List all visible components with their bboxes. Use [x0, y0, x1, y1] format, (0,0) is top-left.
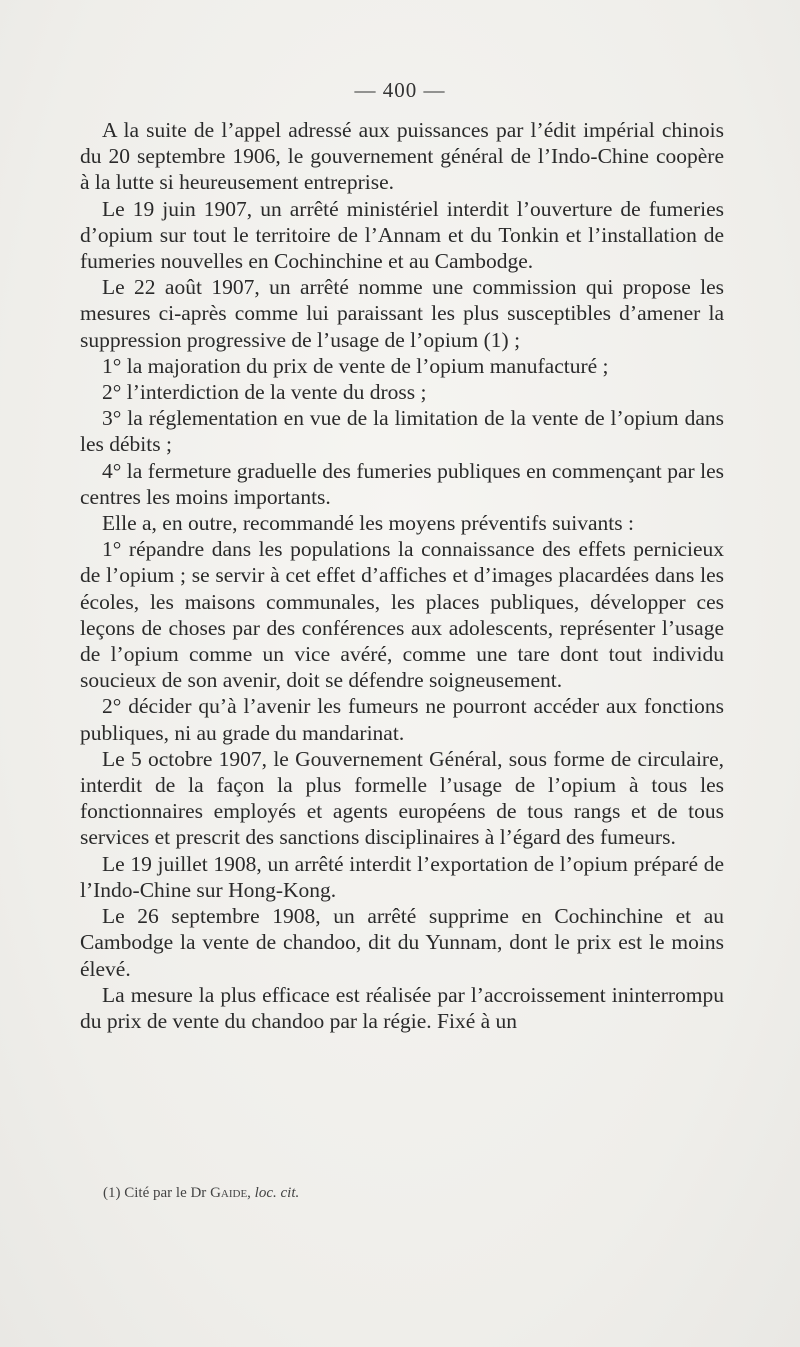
footnote-reference: loc. cit. [254, 1185, 300, 1201]
list-item-measure-4: 4° la fermeture graduelle des fumeries publiques en commençant par les centres les moins importants. [80, 458, 724, 509]
paragraph-price-measure: La mesure la plus efficace est réalisée par l’accroissement ininterrompu du prix de vente du chandoo par la régie. Fixé à un [80, 982, 724, 1033]
list-item-measure-2: 2° l’interdiction de la vente du dross ; [102, 380, 427, 405]
footnote-author: Gaide, [210, 1185, 251, 1201]
list-item-measure-1: 1° la majoration du prix de vente de l’opium manufacturé ; [102, 353, 609, 378]
body-text [80, 117, 724, 1034]
paragraph-september-1908: Le 26 septembre 1908, un arrêté supprime en Cochinchine et au Cambodge la vente de chandoo, dit du Yunnam, dont le prix est le moins élevé. [80, 904, 724, 981]
paragraph-edict: A la suite de l’appel adressé aux puissances par l’édit impérial chinois du 20 septembre 1906, le gouvernement général de l’Indo-Chine coopère à la lutte si heureusement entreprise. [80, 118, 724, 195]
list-item-preventive-2: 2° décider qu’à l’avenir les fumeurs ne pourront accéder aux fonctions publiques, ni au grade du mandarinat. [80, 694, 724, 745]
paragraph-august-1907: Le 22 août 1907, un arrêté nomme une commission qui propose les mesures ci-après comme lui paraissant les plus susceptibles d’amener la suppression progressive de l’usage de l’opium (1) ; [80, 275, 724, 352]
paragraph-october-1907: Le 5 octobre 1907, le Gouvernement Général, sous forme de circulaire, interdit de la façon la plus formelle l’usage de l’opium à tous les fonctionnaires employés et agents européens de tous rangs et de tous services et prescrit des sanctions disciplinaires à l’égard des fumeurs. [80, 746, 724, 850]
page-number: — 400 — [354, 78, 446, 102]
paragraph-july-1908: Le 19 juillet 1908, un arrêté interdit l’exportation de l’opium préparé de l’Indo-Chine sur Hong-Kong. [80, 851, 724, 902]
footnote-marker: (1) [103, 1185, 121, 1201]
paragraph-preventive: Elle a, en outre, recommandé les moyens préventifs suivants : [102, 511, 634, 536]
footnote [103, 1185, 299, 1202]
paragraph-june-1907: Le 19 juin 1907, un arrêté ministériel interdit l’ouverture de fumeries d’opium sur tout le territoire de l’Annam et du Tonkin et l’installation de fumeries nouvelles en Cochinchine et au Cambodge. [80, 196, 724, 274]
list-item-preventive-1: 1° répandre dans les populations la connaissance des effets pernicieux de l’opium ; se servir à cet effet d’affiches et d’images placardées dans les écoles, les maisons communales, les places publiques, développer ces leçons de choses par des conférences aux adolescents, représenter l’usage de l’opium comme un vice avéré, comme une tare dont tout individu soucieux de son avenir, doit se défendre soigneusement. [80, 537, 724, 693]
footnote-text: Cité par le Dr [124, 1185, 207, 1201]
list-item-measure-3: 3° la réglementation en vue de la limitation de la vente de l’opium dans les débits ; [80, 406, 724, 457]
